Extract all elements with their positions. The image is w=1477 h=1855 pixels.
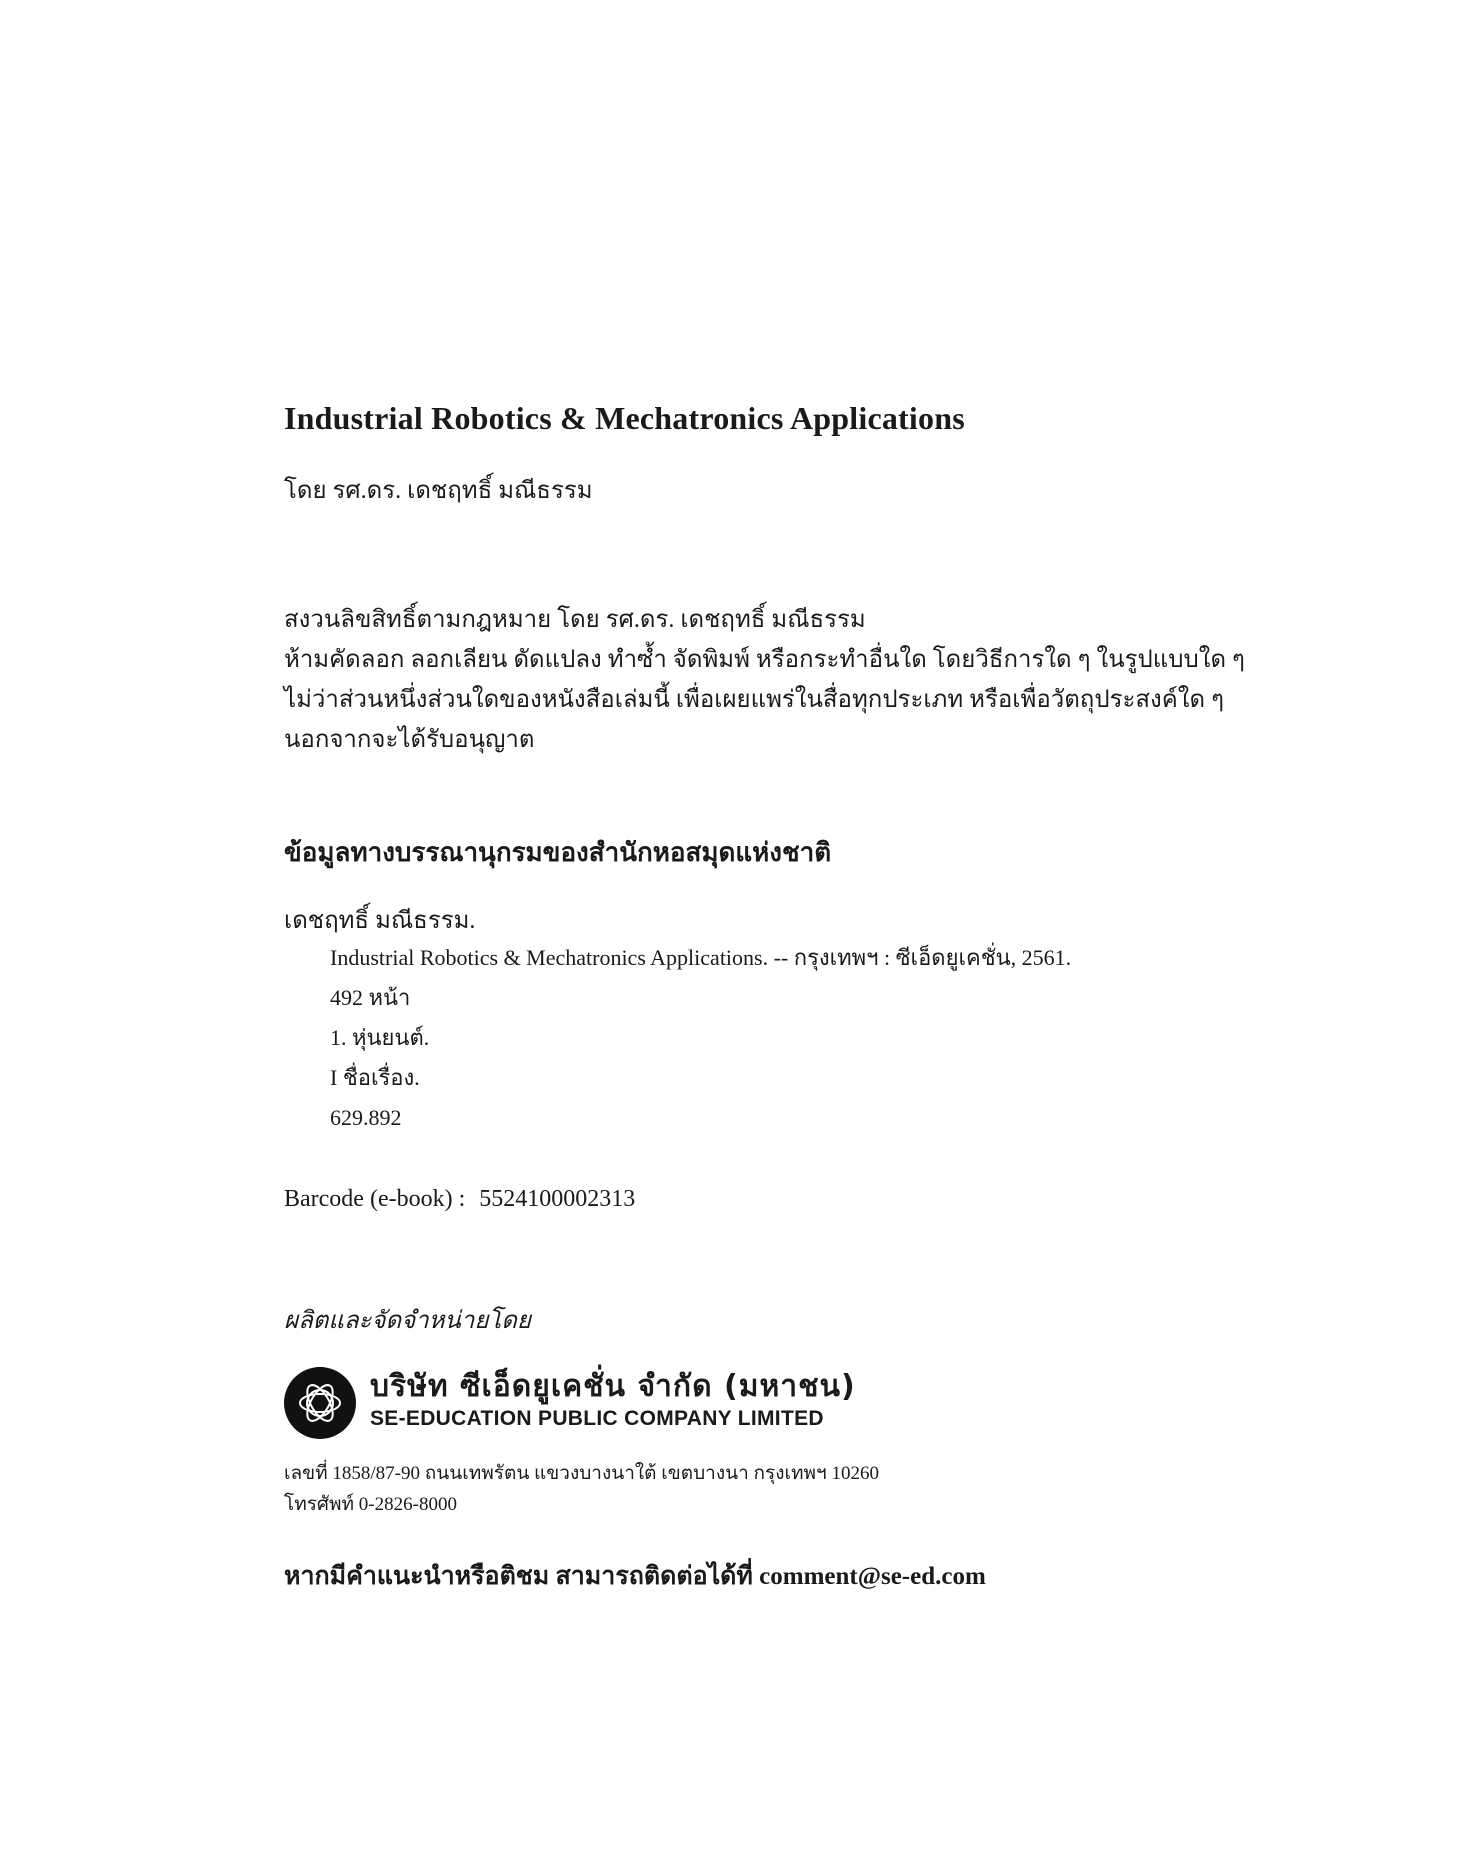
cip-author: เดชฤทธิ์ มณีธรรม. [284,908,476,934]
copyright-line: สงวนลิขสิทธิ์ตามกฎหมาย โดย รศ.ดร. เดชฤทธิ์ มณีธรรม [284,607,866,633]
copyright-notice [284,600,1244,760]
author-byline: โดย รศ.ดร. เดชฤทธิ์ มณีธรรม [284,478,593,504]
contact-line: หากมีคำแนะนำหรือติชม สามารถติดต่อได้ที่ comment@se-ed.com [284,1563,986,1590]
copyright-line: นอกจากจะได้รับอนุญาต [284,727,535,753]
phone-line: โทรศัพท์ 0-2826-8000 [284,1494,457,1515]
cip-heading: ข้อมูลทางบรรณานุกรมของสำนักหอสมุดแห่งชาติ [284,838,832,867]
cip-entry: 492 หน้า [330,985,411,1010]
copyright-line: ไม่ว่าส่วนหนึ่งส่วนใดของหนังสือเล่มนี้ เพื่อเผยแพร่ในสื่อทุกประเภท หรือเพื่อวัตถุประสงค์ใด ๆ [284,687,1224,713]
publisher-name-thai: บริษัท ซีเอ็ดยูเคชั่น จำกัด (มหาชน) [370,1369,856,1404]
se-ed-logo-icon [284,1367,356,1439]
cip-entry: 629.892 [330,1105,402,1130]
publisher-address [284,1458,879,1520]
barcode-line [284,1186,635,1213]
barcode-label: Barcode (e-book) : [284,1186,466,1212]
cip-entry: Industrial Robotics & Mechatronics Applications. -- กรุงเทพฯ : ซีเอ็ดยูเคชั่น, 2561. [330,945,1072,970]
address-line: เลขที่ 1858/87-90 ถนนเทพรัตน แขวงบางนาใต้ เขตบางนา กรุงเทพฯ 10260 [284,1463,879,1484]
publisher-name-english: SE-EDUCATION PUBLIC COMPANY LIMITED [370,1407,824,1430]
cip-entry: 1. หุ่นยนต์. [330,1025,430,1050]
barcode-number: 5524100002313 [479,1186,636,1212]
cip-entries [330,938,1071,1138]
cip-entry: I ชื่อเรื่อง. [330,1065,420,1090]
produced-by-label: ผลิตและจัดจำหน่ายโดย [284,1308,531,1334]
copyright-line: ห้ามคัดลอก ลอกเลียน ดัดแปลง ทำซ้ำ จัดพิมพ์ หรือกระทำอื่นใด โดยวิธีการใด ๆ ในรูปแบบใด ๆ [284,647,1245,673]
publisher-block [284,1363,984,1443]
book-title: Industrial Robotics & Mechatronics Applications [284,400,965,436]
